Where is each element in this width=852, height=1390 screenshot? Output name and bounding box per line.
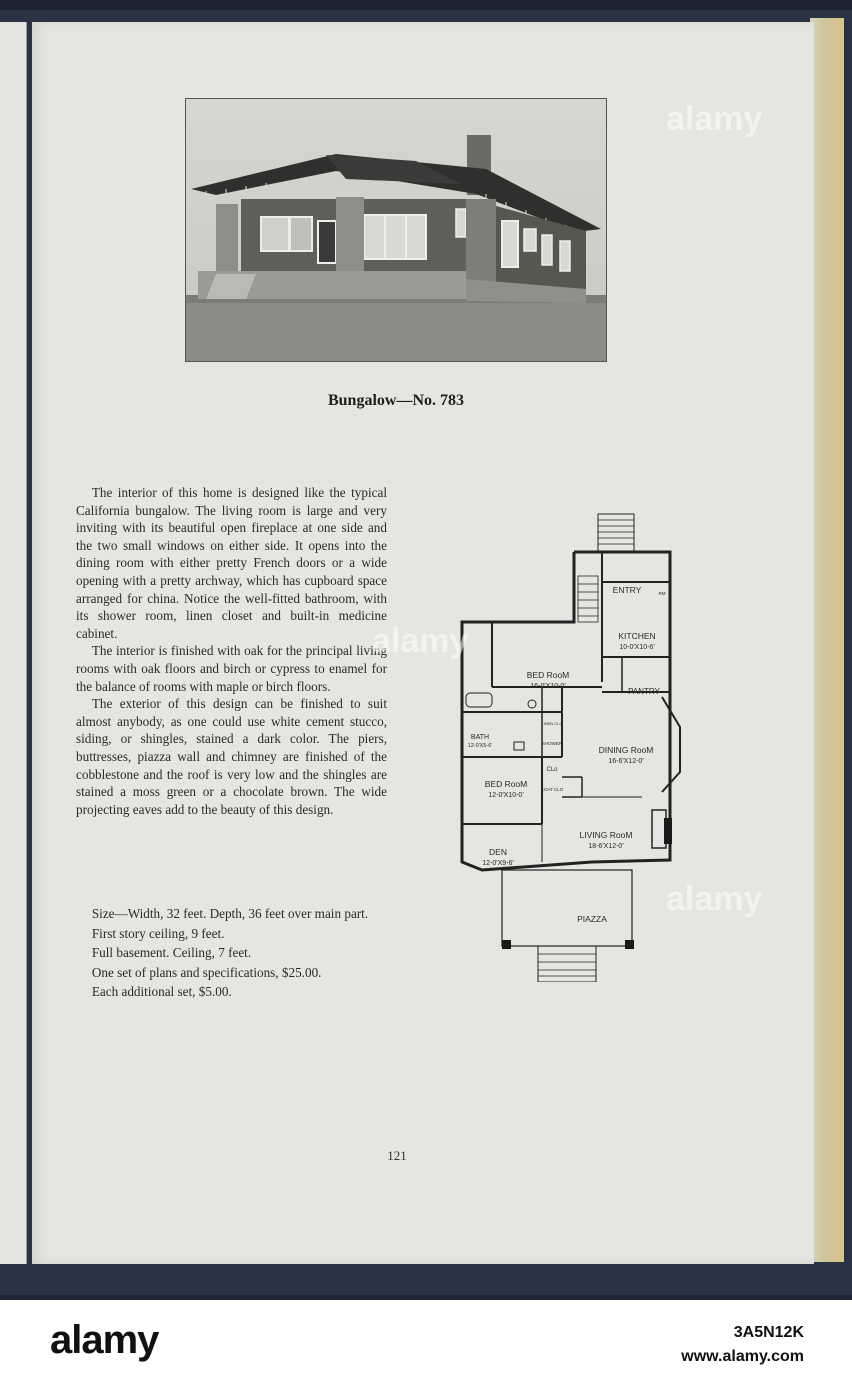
watermark-logo: alamy: [666, 100, 763, 138]
spec-size: Size—Width, 32 feet. Depth, 36 feet over main part.: [91, 906, 369, 921]
label-den-dim: 12-0′X9-6′: [482, 860, 514, 867]
watermark-logo: alamy: [666, 880, 763, 918]
specifications: [76, 904, 387, 1002]
book-page: [32, 22, 814, 1264]
spec-plans-price: One set of plans and specifications, $25.00.: [91, 964, 322, 980]
label-coat-clo: COAT CLO: [540, 787, 564, 792]
label-living-room-dim: 18-6′X12-0′: [588, 843, 624, 850]
label-kitchen-dim: 10-0′X10-6′: [619, 644, 655, 651]
label-bed-room-1-dim: 16-0′X10-0′: [530, 683, 566, 690]
label-entry: ENTRY: [612, 585, 642, 595]
spec-basement: Full basement. Ceiling, 7 feet.: [91, 945, 252, 960]
label-bath: BATH: [470, 734, 490, 741]
label-clo: CLᴏ: [546, 767, 558, 773]
label-kitchen: KITCHEN: [618, 631, 656, 641]
spec-additional-price: Each additional set, $5.00.: [91, 984, 232, 999]
paragraph-interior-layout: The interior of this home is designed like the typical California bungalow. The living room is large and very inviting with its beautiful open fireplace at one side and the two small windows on either side. It opens into the dining room with either pretty French doors or a wide opening with a pretty archway, which has cupboard space arranged for china. Notice the well-fitted bathroom, with its shower room, linen closet and built-in medicine cabinet.: [76, 485, 387, 641]
label-den: DEN: [489, 847, 507, 857]
watermark-logo: alamy: [372, 622, 469, 660]
label-dining-room: DINING RᴏᴏM: [598, 745, 654, 755]
page-stack-edge: [810, 18, 844, 1262]
label-bed-room-1: BED RᴏᴏM: [526, 670, 570, 680]
label-rm: RM: [658, 591, 666, 596]
label-bath-dim: 12-0′X5-6′: [467, 743, 493, 749]
spec-ceiling: First story ceiling, 9 feet.: [91, 925, 225, 941]
floor-plan: [452, 512, 682, 982]
alamy-logo: alamy: [50, 1318, 159, 1362]
label-living-room: LIVING RᴏᴏM: [579, 830, 633, 840]
alamy-url: www.alamy.com: [681, 1348, 804, 1365]
label-dining-room-dim: 16-6′X12-0′: [608, 758, 644, 765]
label-bed-room-2-dim: 12-0′X10-0′: [488, 792, 524, 799]
page-title: Bungalow—No. 783: [327, 392, 465, 409]
label-pantry: PANTRY: [628, 687, 660, 696]
page-number: 121: [387, 1148, 407, 1163]
label-linen-clo: LINEN CLO: [541, 721, 563, 726]
paragraph-interior-finish: The interior is finished with oak for the principal living rooms with oak floors and birch or cypress to enamel for the balance of rooms with maple or birch floors.: [76, 643, 387, 694]
image-id: 3A5N12K: [733, 1324, 804, 1341]
label-bed-room-2: BED RᴏᴏM: [484, 779, 528, 789]
label-shower: SHOWER: [541, 741, 563, 746]
bungalow-photo: [185, 98, 607, 362]
left-page-edge: [0, 22, 27, 1264]
paragraph-exterior: The exterior of this design can be finished to suit almost anybody, as one could use white cement stucco, siding, or shingles, stained a dark color. The piers, buttresses, piazza wall and chimney are finished of the cobblestone and the roof is very low and the shingles are stained a moss green or a chocolate brown. The wide projecting eaves add to the beauty of this design.: [76, 696, 387, 817]
description-text: [76, 484, 387, 818]
label-piazza: PIAZZA: [577, 914, 607, 924]
